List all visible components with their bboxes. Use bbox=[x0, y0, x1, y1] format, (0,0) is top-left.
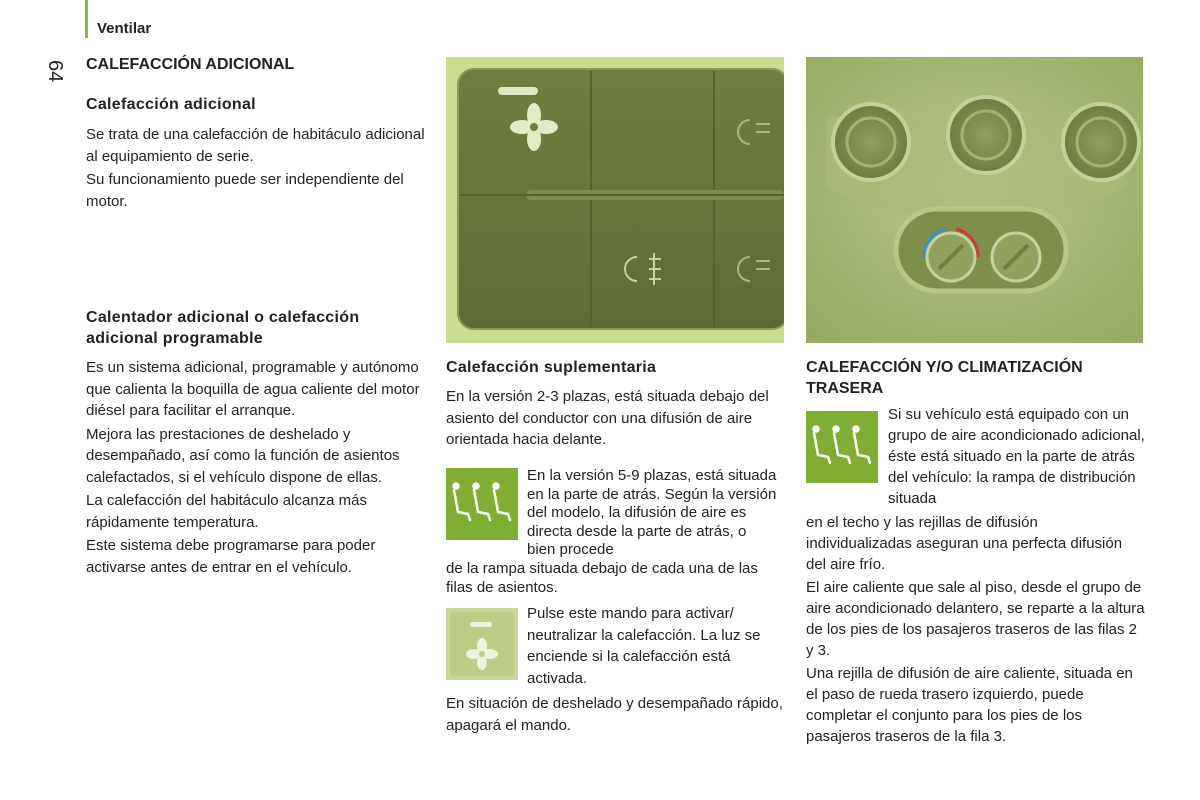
rear-seats-icon bbox=[806, 411, 878, 483]
heading-calefaccion-adicional: Calefacción adicional bbox=[86, 96, 256, 113]
switch-panel-photo bbox=[446, 57, 784, 343]
paragraph: La calefacción del habitáculo alcanza más rápidamente temperatura. bbox=[86, 492, 368, 531]
paragraph: Su funcionamiento puede ser independiente del motor. bbox=[86, 171, 404, 210]
paragraph-5-9-plazas: En la versión 5-9 plazas, está situada en la parte de atrás. Según la versión del modelo, la difusión de aire es directa desde la parte de atrás, o bien procede bbox=[527, 467, 777, 558]
heater-button-icon-box bbox=[446, 608, 518, 680]
paragraph-continued: de la rampa situada debajo de cada una de las filas de asientos. bbox=[446, 560, 758, 596]
rear-seats-icon bbox=[446, 468, 518, 540]
paragraph-deshelado: En situación de deshelado y desempañado rápido, apagará el mando. bbox=[446, 695, 783, 734]
paragraph-aire-caliente: El aire caliente que sale al piso, desde el grupo de aire acondicionado delantero, se reparte a la altura de los pies de los pasajeros traseros de las filas 2 y 3. bbox=[806, 579, 1145, 659]
paragraph: Este sistema debe programarse para poder activarse antes de entrar en el vehículo. bbox=[86, 537, 376, 576]
rear-vents-photo bbox=[806, 57, 1143, 343]
paragraph-grupo-aire: Si su vehículo está equipado con un grupo de aire acondicionado adicional, éste está situado en la parte de atrás del vehículo: la rampa de distribución situada bbox=[888, 406, 1145, 507]
paragraph-continued: en el techo y las rejillas de difusión individualizadas aseguran una perfecta difusión del aire frío. bbox=[806, 514, 1123, 573]
page-number: 64 bbox=[44, 60, 66, 83]
rear-seats-icon-box bbox=[446, 468, 518, 540]
rear-seats-icon-box bbox=[806, 411, 878, 483]
paragraph: Se trata de una calefacción de habitáculo adicional al equipamiento de serie. bbox=[86, 126, 425, 165]
paragraph: Mejora las prestaciones de deshelado y desempañado, así como la función de asientos calefactados, si el vehículo dispone de ellas. bbox=[86, 425, 400, 486]
paragraph-pulse-mando: Pulse este mando para activar/ neutralizar la calefacción. La luz se enciende si la calefacción está activada. bbox=[527, 605, 761, 687]
rear-vents-illustration bbox=[806, 57, 1143, 343]
paragraph-rejilla: Una rejilla de difusión de aire caliente, situada en el paso de rueda trasero izquierdo, puede completar el conjunto para los pies de los pasajeros traseros de la fila 3. bbox=[806, 665, 1133, 745]
heading-calefaccion-suplementaria: Calefacción suplementaria bbox=[446, 359, 657, 376]
heading-calefaccion-trasera: CALEFACCIÓN Y/O CLIMATIZACIÓN TRASERA bbox=[806, 359, 1083, 397]
text-block-calefaccion-adicional bbox=[86, 124, 431, 212]
paragraph: Es un sistema adicional, programable y autónomo que calienta la boquilla de agua caliente del motor diésel para facilitar el arranque. bbox=[86, 359, 420, 419]
paragraph: En la versión 2-3 plazas, está situada debajo del asiento del conductor con una difusión de aire orientada hacia delante. bbox=[446, 388, 769, 448]
text-block-calentador bbox=[86, 357, 421, 578]
main-title: CALEFACCIÓN ADICIONAL bbox=[86, 56, 295, 73]
heater-button-icon bbox=[446, 608, 518, 680]
section-label: Ventilar bbox=[97, 20, 152, 37]
heading-calentador-adicional: Calentador adicional o calefacción adicional programable bbox=[86, 309, 360, 347]
switch-panel-illustration bbox=[446, 57, 784, 343]
section-marker-bar bbox=[85, 0, 88, 38]
